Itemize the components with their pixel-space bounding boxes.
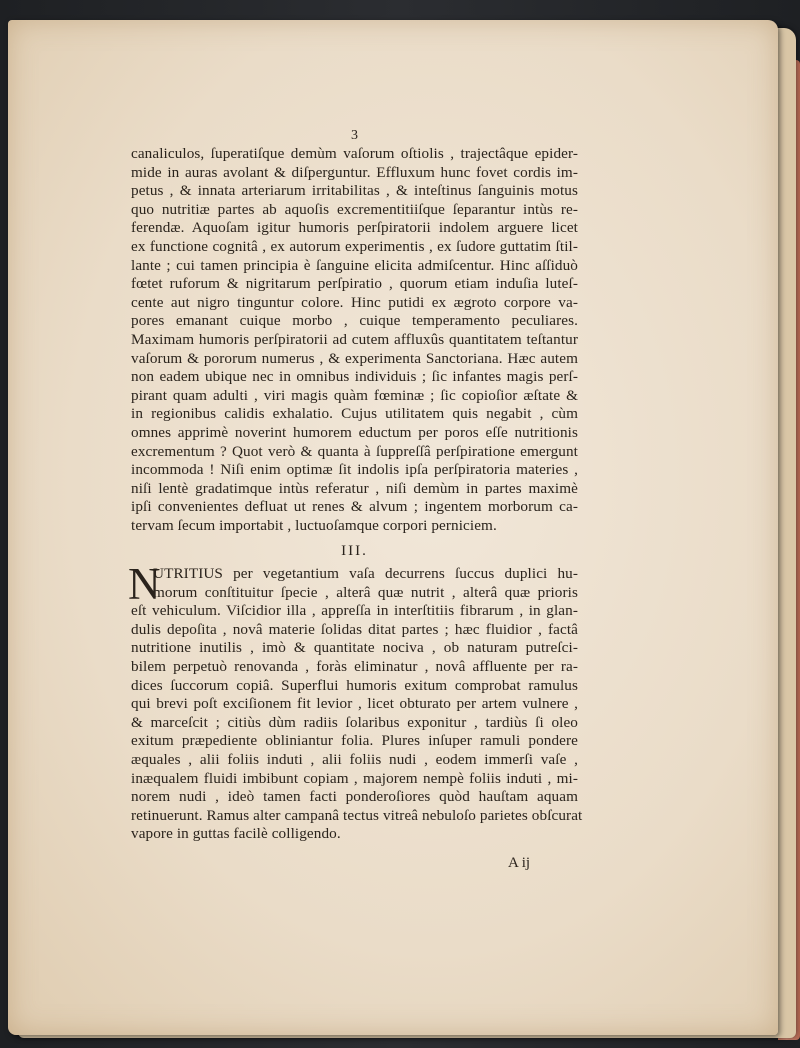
text-line: & marceſcit ; citiùs dùm radiis ſolaribus exponitur , tardiùs ſi oleo (131, 713, 578, 731)
text-line: fœtet ruforum & nigritarum perſpiratio , quorum etiam induſia luteſ- (131, 275, 578, 293)
text-line: UTRITIUS per vegetantium vaſa decurrens ſuccus duplici hu- (153, 565, 578, 583)
book-page (8, 20, 778, 1035)
text-line: æquales , alii foliis induti , alii foliis nudi , eodem immerſi vaſe , (131, 751, 578, 768)
text-line: lante ; cui tamen principia è ſanguine elicita admiſcentur. Hinc aſſiduò (131, 256, 578, 274)
text-line: qui brevi poſt exciſionem fit levior , licet obturato per artem vulnere , (131, 695, 578, 713)
text-line: niſi lentè gradatimque intùs referatur , niſi demùm in partes maximè (131, 479, 578, 497)
page-text (128, 128, 583, 844)
text-line: Maximam humoris perſpiratorii ad cutem affluxûs quantitatem teſtantur (131, 330, 578, 348)
text-line: petus , & innata arteriarum irritabilitas , & inteſtinus ſanguinis motus (131, 182, 578, 200)
text-line: vapore in guttas facilè colligendo. (131, 825, 341, 843)
text-line: vaſorum & pororum numerus , & experimenta Sanctoriana. Hæc autem (131, 349, 578, 367)
paragraph-1 (131, 145, 578, 535)
text-line: canaliculos, ſuperatiſque demùm vaſorum oſtiolis , trajectâque epider- (131, 145, 578, 162)
text-line: retinuerunt. Ramus alter campanâ tectus vitreâ nebuloſo parietes obſcurat (131, 806, 583, 824)
text-line: ferendæ. Aquoſam igitur humoris perſpiratorii indolem arguere licet (131, 219, 578, 237)
text-line: cente aut nigro tinguntur colore. Hinc putidi ex ægroto corpore va- (131, 293, 578, 311)
text-line: bilem perpetuò renovanda , foràs eliminatur , novâ affluente per ra- (131, 658, 578, 676)
text-line: dulis depoſita , novâ materie ſolidas ditat partes ; hæc fluidior , factâ (131, 620, 578, 638)
text-line: in regionibus calidis exhalatio. Cujus utilitatem quis negabit , cùm (131, 405, 578, 423)
text-line: omnes apprimè noverint humorem eductum per poros eſſe nutritionis (131, 423, 578, 441)
text-line: morum conſtituitur ſpecie , alterâ quæ nutrit , alterâ quæ prioris (153, 583, 578, 601)
page-number: 3 (351, 128, 358, 143)
paragraph-2 (128, 559, 583, 844)
text-line: ex functione cognitâ , ex autorum experimentis , ex ſudore guttatim ſtil- (131, 237, 578, 255)
text-line: tervam ſecum importabit , luctuoſamque corpori perniciem. (131, 516, 497, 534)
text-line: excrementum ? Quot verò & quanta à ſuppreſſâ perſpiratione emergunt (131, 442, 578, 460)
text-line: ipſi convenientes defluat ut renes & alvum ; ingentem morborum ca- (131, 498, 578, 516)
text-line: nutritione inutilis , imò & quantitate nociva , ob naturam putreſci- (131, 639, 578, 657)
text-line: pirant quam adulti , viri magis quàm fœminæ ; ſic copioſior æſtate & (131, 386, 578, 404)
drop-cap: N (128, 559, 161, 610)
text-line: eſt vehiculum. Viſcidior illa , appreſſa in interſtitiis fibrarum , in glan- (131, 602, 578, 620)
text-line: pores emanant cuique morbo , cuique temperamento peculiares. (131, 312, 578, 330)
text-line: exitum præpediente obliniantur folia. Plures inſuper ramuli pondere (131, 732, 578, 750)
text-line: norem nudi , ideò tamen facti ponderoſiores quòd hauſtam aquam (131, 788, 578, 806)
paragraph-2-lines (131, 565, 583, 844)
text-line: dices ſuccorum copiâ. Superflui humoris exitum comprobat ramulus (131, 676, 578, 694)
text-line: non eadem ubique nec in omnibus individuis ; ſic infantes magis perſ- (131, 368, 578, 386)
section-number: III. (341, 543, 368, 560)
text-line: quo nutritiæ partes ab aquoſis excrementitiiſque ſeparantur intùs re- (131, 200, 578, 218)
text-line: inæqualem fluidi imbibunt copiam , majorem nempè foliis induti , mi- (131, 769, 578, 787)
text-line: mide in auras avolant & diſperguntur. Effluxum hunc fovet cordis im- (131, 163, 578, 181)
text-line: incommoda ! Niſi enim optimæ ſit indolis ipſa perſpiratoria materies , (131, 461, 578, 479)
signature-mark: A ij (508, 855, 531, 871)
